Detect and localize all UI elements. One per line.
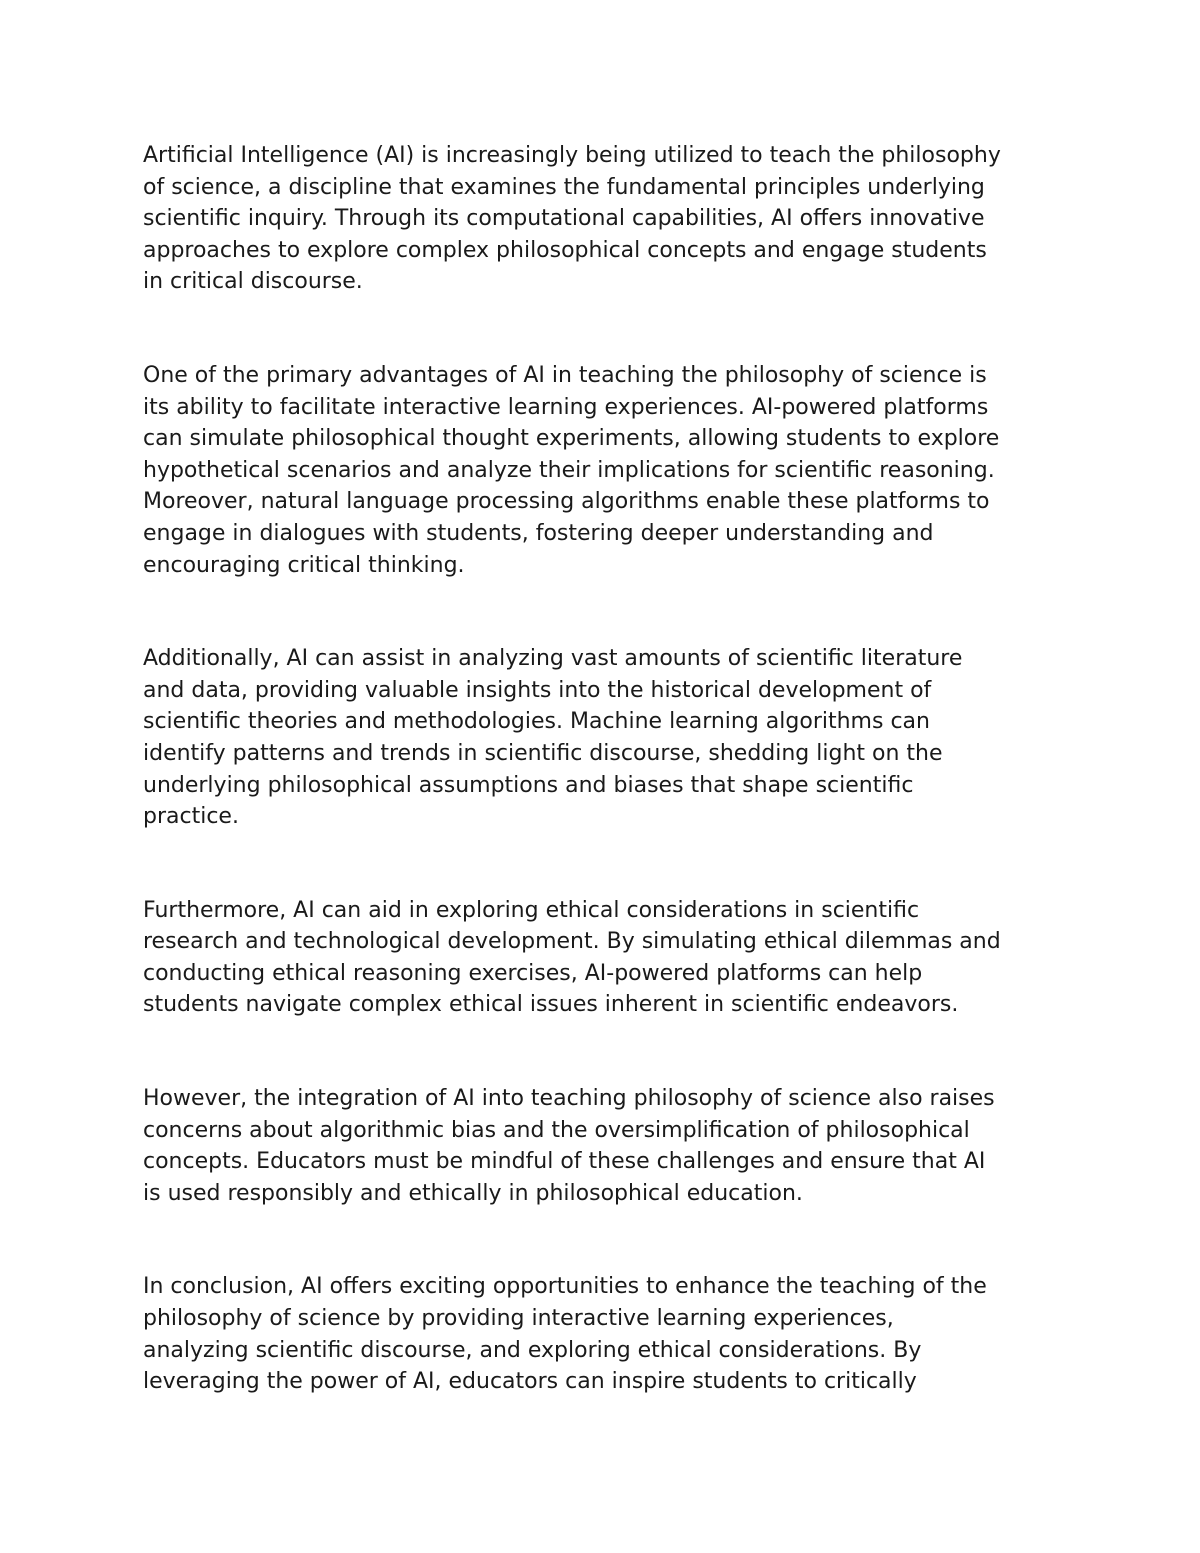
text-line: can simulate philosophical thought experiments, allowing students to explore xyxy=(143,426,1000,452)
text-line: of science, a discipline that examines the fundamental principles underlying xyxy=(143,174,985,200)
paragraph-conclusion xyxy=(143,1271,1073,1397)
text-line: Artificial Intelligence (AI) is increasingly being utilized to teach the philosophy xyxy=(143,143,1001,168)
text-line: research and technological development. By simulating ethical dilemmas and xyxy=(143,929,1001,955)
document-body xyxy=(143,140,1073,1460)
text-line: encouraging critical thinking. xyxy=(143,552,465,578)
text-line: underlying philosophical assumptions and biases that shape scientific xyxy=(143,772,914,798)
text-line: Moreover, natural language processing algorithms enable these platforms to xyxy=(143,489,990,515)
text-line: concerns about algorithmic bias and the oversimplification of philosophical xyxy=(143,1117,970,1143)
text-line: students navigate complex ethical issues inherent in scientific endeavors. xyxy=(143,992,959,1018)
text-line: scientific inquiry. Through its computational capabilities, AI offers innovative xyxy=(143,206,985,232)
text-line: practice. xyxy=(143,804,239,830)
text-line: in critical discourse. xyxy=(143,269,363,295)
text-line: its ability to facilitate interactive learning experiences. AI-powered platforms xyxy=(143,394,989,420)
text-line: Additionally, AI can assist in analyzing vast amounts of scientific literature xyxy=(143,646,963,672)
text-line: scientific theories and methodologies. Machine learning algorithms can xyxy=(143,709,930,735)
text-line: conducting ethical reasoning exercises, AI-powered platforms can help xyxy=(143,960,923,986)
text-line: analyzing scientific discourse, and exploring ethical considerations. By xyxy=(143,1337,922,1363)
paragraph-concerns xyxy=(143,1083,1073,1209)
text-line: engage in dialogues with students, fostering deeper understanding and xyxy=(143,520,934,546)
text-line: approaches to explore complex philosophical concepts and engage students xyxy=(143,237,987,263)
text-line: In conclusion, AI offers exciting opportunities to enhance the teaching of the xyxy=(143,1274,987,1300)
text-line: Furthermore, AI can aid in exploring ethical considerations in scientific xyxy=(143,897,920,923)
text-line: However, the integration of AI into teaching philosophy of science also raises xyxy=(143,1086,995,1112)
text-line: identify patterns and trends in scientific discourse, shedding light on the xyxy=(143,740,943,766)
text-line: One of the primary advantages of AI in teaching the philosophy of science is xyxy=(143,362,987,388)
text-line: philosophy of science by providing interactive learning experiences, xyxy=(143,1306,894,1332)
text-line: hypothetical scenarios and analyze their implications for scientific reasoning. xyxy=(143,457,995,483)
text-line: and data, providing valuable insights into the historical development of xyxy=(143,677,932,703)
text-line: is used responsibly and ethically in philosophical education. xyxy=(143,1180,803,1206)
paragraph-ethics xyxy=(143,895,1073,1021)
paragraph-analysis xyxy=(143,643,1073,833)
paragraph-intro xyxy=(143,140,1073,298)
text-line: concepts. Educators must be mindful of these challenges and ensure that AI xyxy=(143,1149,986,1175)
text-line: leveraging the power of AI, educators can inspire students to critically xyxy=(143,1369,917,1395)
paragraph-advantages xyxy=(143,360,1073,581)
